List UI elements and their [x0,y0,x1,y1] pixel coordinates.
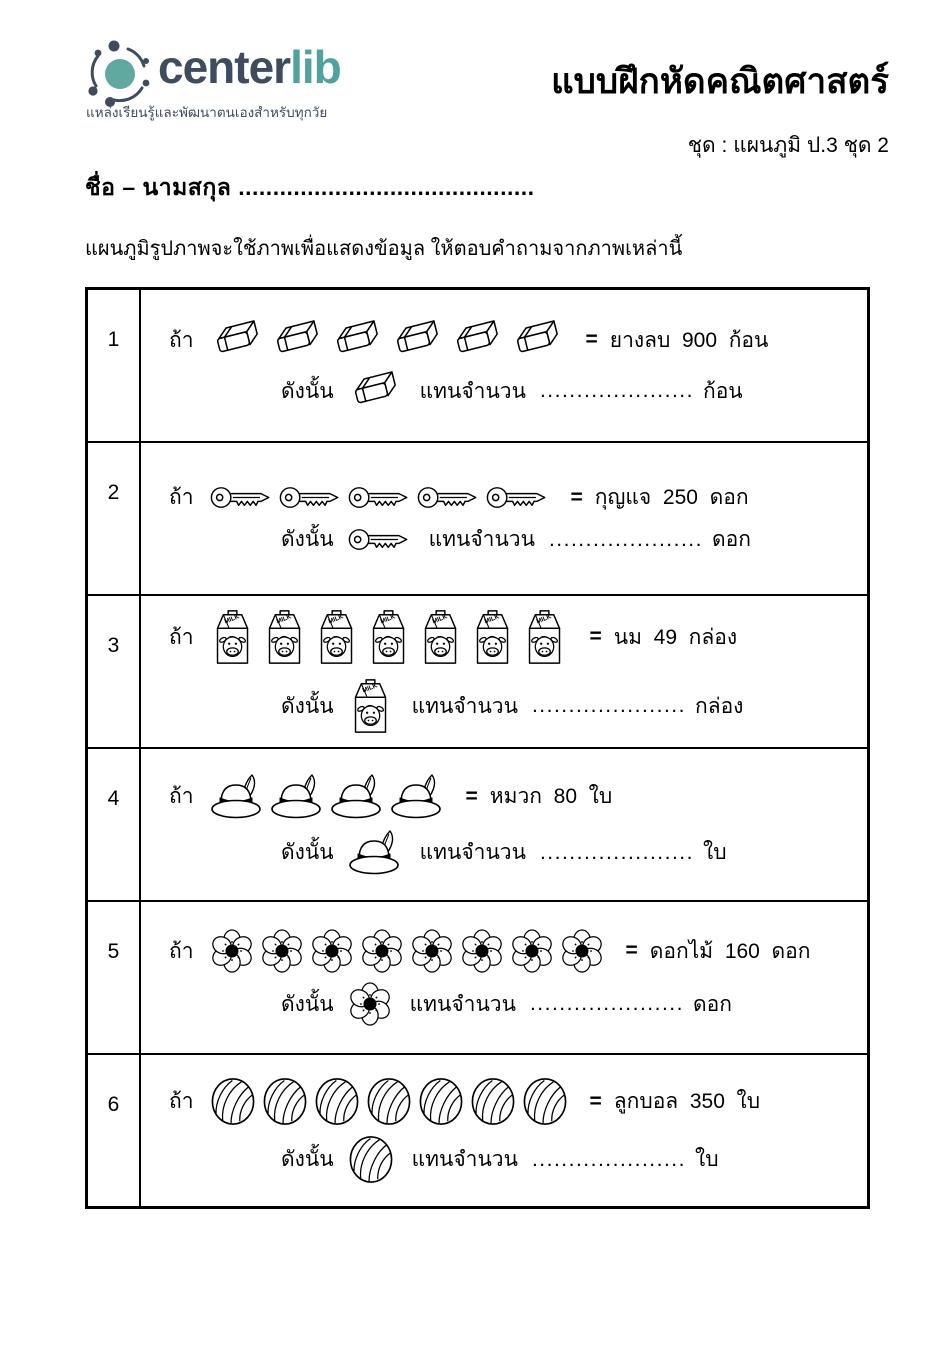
answer-line [281,676,867,736]
hat-icon [348,829,402,876]
represents-label: แทนจำนวน [411,1148,518,1171]
if-label: ถ้า [169,1090,194,1113]
hat-icon [390,773,444,820]
instruction-text: แผนภูมิรูปภาพจะใช้ภาพเพื่อแสดงข้อมูล ให้ตอบคำถามจากภาพเหล่านี้ [85,238,683,260]
hat-icon [330,773,384,820]
answer-line [281,982,867,1026]
flower-icon [410,929,454,973]
represents-label: แทนจำนวน [419,379,526,403]
row-number: 3 [88,596,141,747]
therefore-label: ดังนั้น [281,992,334,1016]
milk-icon [470,607,516,667]
centerlib-brand [158,41,341,93]
row-content [141,596,867,747]
unit-label: ใบ [694,1148,719,1171]
row-number: 1 [88,290,141,441]
flower-icon [510,929,554,973]
single-icon-slot [348,370,402,412]
condition-line [169,773,867,820]
if-label: ถ้า [169,328,194,352]
ball-icon [470,1077,516,1126]
answer-blank: ..................... [539,379,694,402]
equals-sign: = [585,328,598,351]
eraser-icon [210,319,264,361]
therefore-label: ดังนั้น [281,379,334,403]
key-icon [348,523,411,556]
page-title: แบบฝึกหัดคณิตศาสตร์ [551,62,889,101]
ball-icon [348,1135,394,1184]
icon-group [210,1077,568,1126]
equals-text: หมวก 80 ใบ [489,785,613,808]
equals-sign: = [589,1089,602,1113]
answer-line [281,829,867,876]
eraser-icon [348,370,402,412]
eraser-icon [330,319,384,361]
icon-group [210,773,444,820]
table-row [88,594,867,747]
centerlib-logo-icon [84,36,154,108]
table-row [88,900,867,1053]
condition-line [169,319,867,361]
row-number: 5 [88,902,141,1053]
name-surname-line: ชื่อ – นามสกุล ........................................... [85,174,535,200]
key-icon [348,481,411,514]
if-label: ถ้า [169,785,194,808]
table-row [88,290,867,441]
icon-group [210,319,564,361]
key-icon [210,481,273,514]
icon-group [210,929,604,973]
icon-group [210,607,568,667]
equals-text: นม 49 กล่อง [613,625,738,649]
flower-icon [260,929,304,973]
hat-icon [210,773,264,820]
single-icon-slot [348,676,394,736]
unit-label: กล่อง [694,694,744,718]
answer-blank: ..................... [548,527,703,551]
answer-blank: ..................... [539,840,694,864]
therefore-label: ดังนั้น [281,1148,334,1171]
eraser-icon [270,319,324,361]
equals-sign: = [589,625,602,648]
ball-icon [522,1077,568,1126]
hat-icon [270,773,324,820]
equals-sign: = [570,485,583,509]
table-row [88,441,867,594]
eraser-icon [390,319,444,361]
equals-text: ยางลบ 900 ก้อน [609,328,769,352]
therefore-label: ดังนั้น [281,528,334,551]
ball-icon [366,1077,412,1126]
table-row [88,1053,867,1206]
flower-icon [210,929,254,973]
row-content [141,443,867,594]
therefore-label: ดังนั้น [281,694,334,718]
equals-text: ดอกไม้ 160 ดอก [649,939,811,963]
condition-line [169,607,867,667]
if-label: ถ้า [169,625,194,649]
answer-blank: ..................... [531,1147,686,1171]
unit-label: ใบ [702,841,727,864]
equals-sign: = [625,939,638,962]
key-icon [486,481,549,514]
unit-label: ดอก [711,528,751,551]
represents-label: แทนจำนวน [419,841,526,864]
icon-group [210,481,549,514]
pictograph-table [85,287,870,1209]
represents-label: แทนจำนวน [428,528,535,551]
milk-icon [348,676,394,736]
if-label: ถ้า [169,486,194,509]
table-row [88,747,867,900]
equals-text: ลูกบอล 350 ใบ [613,1090,761,1113]
row-number: 2 [88,443,141,594]
answer-blank: ..................... [531,694,686,717]
milk-icon [314,607,360,667]
answer-line [281,370,867,412]
ball-icon [210,1077,256,1126]
ball-icon [262,1077,308,1126]
ball-icon [314,1077,360,1126]
single-icon-slot [348,982,392,1026]
ball-icon [418,1077,464,1126]
condition-line [169,929,867,973]
brand-primary: center [158,41,291,93]
row-number: 4 [88,749,141,900]
eraser-icon [510,319,564,361]
page-subtitle: ชุด : แผนภูมิ ป.3 ชุด 2 [687,134,889,157]
therefore-label: ดังนั้น [281,841,334,864]
flower-icon [560,929,604,973]
condition-line [169,1077,867,1126]
row-content [141,749,867,900]
milk-icon [262,607,308,667]
condition-line [169,481,867,514]
row-number: 6 [88,1055,141,1206]
answer-line [281,1135,867,1184]
unit-label: ก้อน [702,379,743,403]
flower-icon [310,929,354,973]
key-icon [417,481,480,514]
answer-line [281,523,867,556]
flower-icon [348,982,392,1026]
milk-icon [366,607,412,667]
unit-label: ดอก [692,992,732,1016]
single-icon-slot [348,829,402,876]
row-content [141,1055,867,1206]
eraser-icon [450,319,504,361]
flower-icon [460,929,504,973]
answer-blank: ..................... [529,992,684,1015]
single-icon-slot [348,523,411,556]
brand-secondary: lib [290,41,341,93]
milk-icon [522,607,568,667]
flower-icon [360,929,404,973]
single-icon-slot [348,1135,394,1184]
represents-label: แทนจำนวน [409,992,516,1016]
row-content [141,290,867,441]
row-content [141,902,867,1053]
equals-sign: = [465,784,478,808]
key-icon [279,481,342,514]
logo-tagline: แหล่งเรียนรู้และพัฒนาตนเองสำหรับทุกวัย [86,105,328,120]
equals-text: กุญแจ 250 ดอก [594,486,749,509]
if-label: ถ้า [169,939,194,963]
milk-icon [418,607,464,667]
milk-icon [210,607,256,667]
represents-label: แทนจำนวน [411,694,518,718]
